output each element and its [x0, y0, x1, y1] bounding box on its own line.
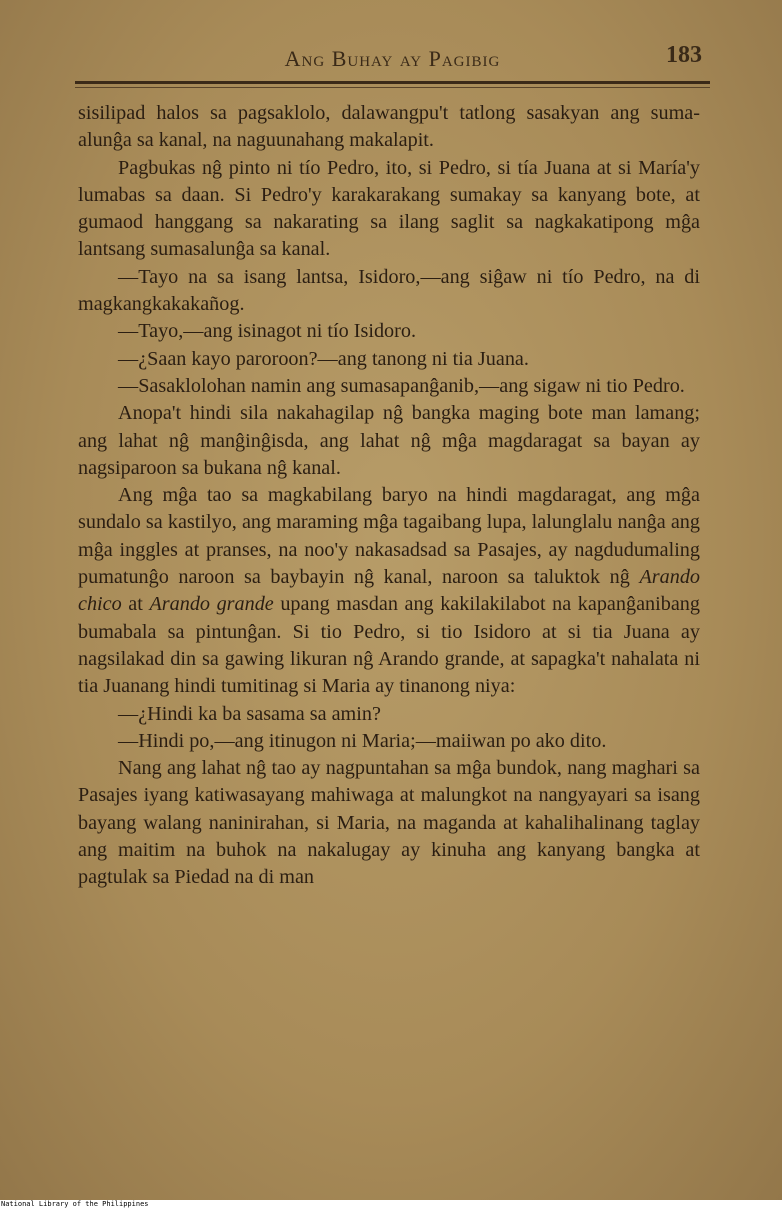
page-header [75, 40, 710, 80]
text-run: Ang mĝa tao sa magkabilang baryo na hindi magdaragat, ang mĝa sundalo sa kastilyo, ang maraming mĝa tagaibang lupa, lalunglalu nanĝa ang mĝa inggles at pranses, na noo'y nakasadsad sa Pasajes, ay nagdudumaling pumatunĝo naroon sa baybayin nĝ kanal, naroon sa taluktok nĝ [78, 484, 700, 589]
text-run: at [121, 593, 150, 616]
paragraph: sisilipad halos sa pagsaklolo, dalawangpu't tatlong sasakyan ang suma-alunĝa sa kanal, na naguunahang makalapit. [78, 102, 700, 152]
place-name-italic: Arando grande [149, 593, 274, 616]
running-head: Ang Buhay ay Pagibig [284, 46, 501, 71]
paragraph: —Sasaklolohan namin ang sumasapanĝanib,—ang sigaw ni tio Pedro. [118, 374, 685, 397]
body-text [78, 100, 700, 892]
page-number: 183 [666, 42, 702, 68]
paragraph: —Tayo na sa isang lantsa, Isidoro,—ang siĝaw ni tío Pedro, na di magkangkakakañog. [78, 265, 700, 316]
paragraph: Nang ang lahat nĝ tao ay nagpuntahan sa mĝa bundok, nang maghari sa Pasajes iyang katiwasayang mahiwaga at malungkot na nangyayari sa isang bayang walang naninirahan, si Maria, na maganda at kahalihalinang taglay ang maitim na buhok na nakalugay ay kinuha ang kanyang bangka at pagtulak sa Piedad na di man [78, 757, 700, 889]
paragraph: —¿Saan kayo paroroon?—ang tanong ni tia Juana. [118, 347, 529, 370]
footer-strip [0, 1200, 782, 1208]
place-name-italic: Arando chico [78, 566, 700, 616]
paragraph: —¿Hindi ka ba sasama sa amin? [118, 702, 381, 725]
header-rule-thick [75, 81, 710, 84]
library-credit: National Library of the Philippines [1, 1200, 149, 1208]
header-rule-thin [75, 87, 710, 88]
paragraph: —Hindi po,—ang itinugon ni Maria;—maiiwan po ako dito. [118, 729, 607, 752]
paragraph: —Tayo,—ang isinagot ni tío Isidoro. [118, 320, 417, 343]
paragraph: Pagbukas nĝ pinto ni tío Pedro, ito, si Pedro, si tía Juana at si María'y lumabas sa daan. Si Pedro'y karakarakang sumakay sa kanyang bote, at gumaod hanggang sa nakarating sa ilang saglit sa nagkakatipong mĝa lantsang sumasalunĝa sa kanal. [78, 156, 700, 261]
paragraph [78, 482, 700, 700]
paragraph: Anopa't hindi sila nakahagilap nĝ bangka maging bote man lamang; ang lahat nĝ manĝinĝisda, ang lahat nĝ mĝa magdaragat sa bayan ay nagsiparoon sa bukana nĝ kanal. [78, 402, 700, 479]
text-run: upang masdan ang kakilakilabot na kapanĝanibang bumabala sa pintunĝan. Si tio Pedro, si tio Isidoro at si tia Juana ay nagsilakad din sa gawing likuran nĝ Arando grande, at sapagka't nahalata ni tia Juanang hindi tumitinag si Maria ay tinanong niya: [78, 593, 700, 698]
